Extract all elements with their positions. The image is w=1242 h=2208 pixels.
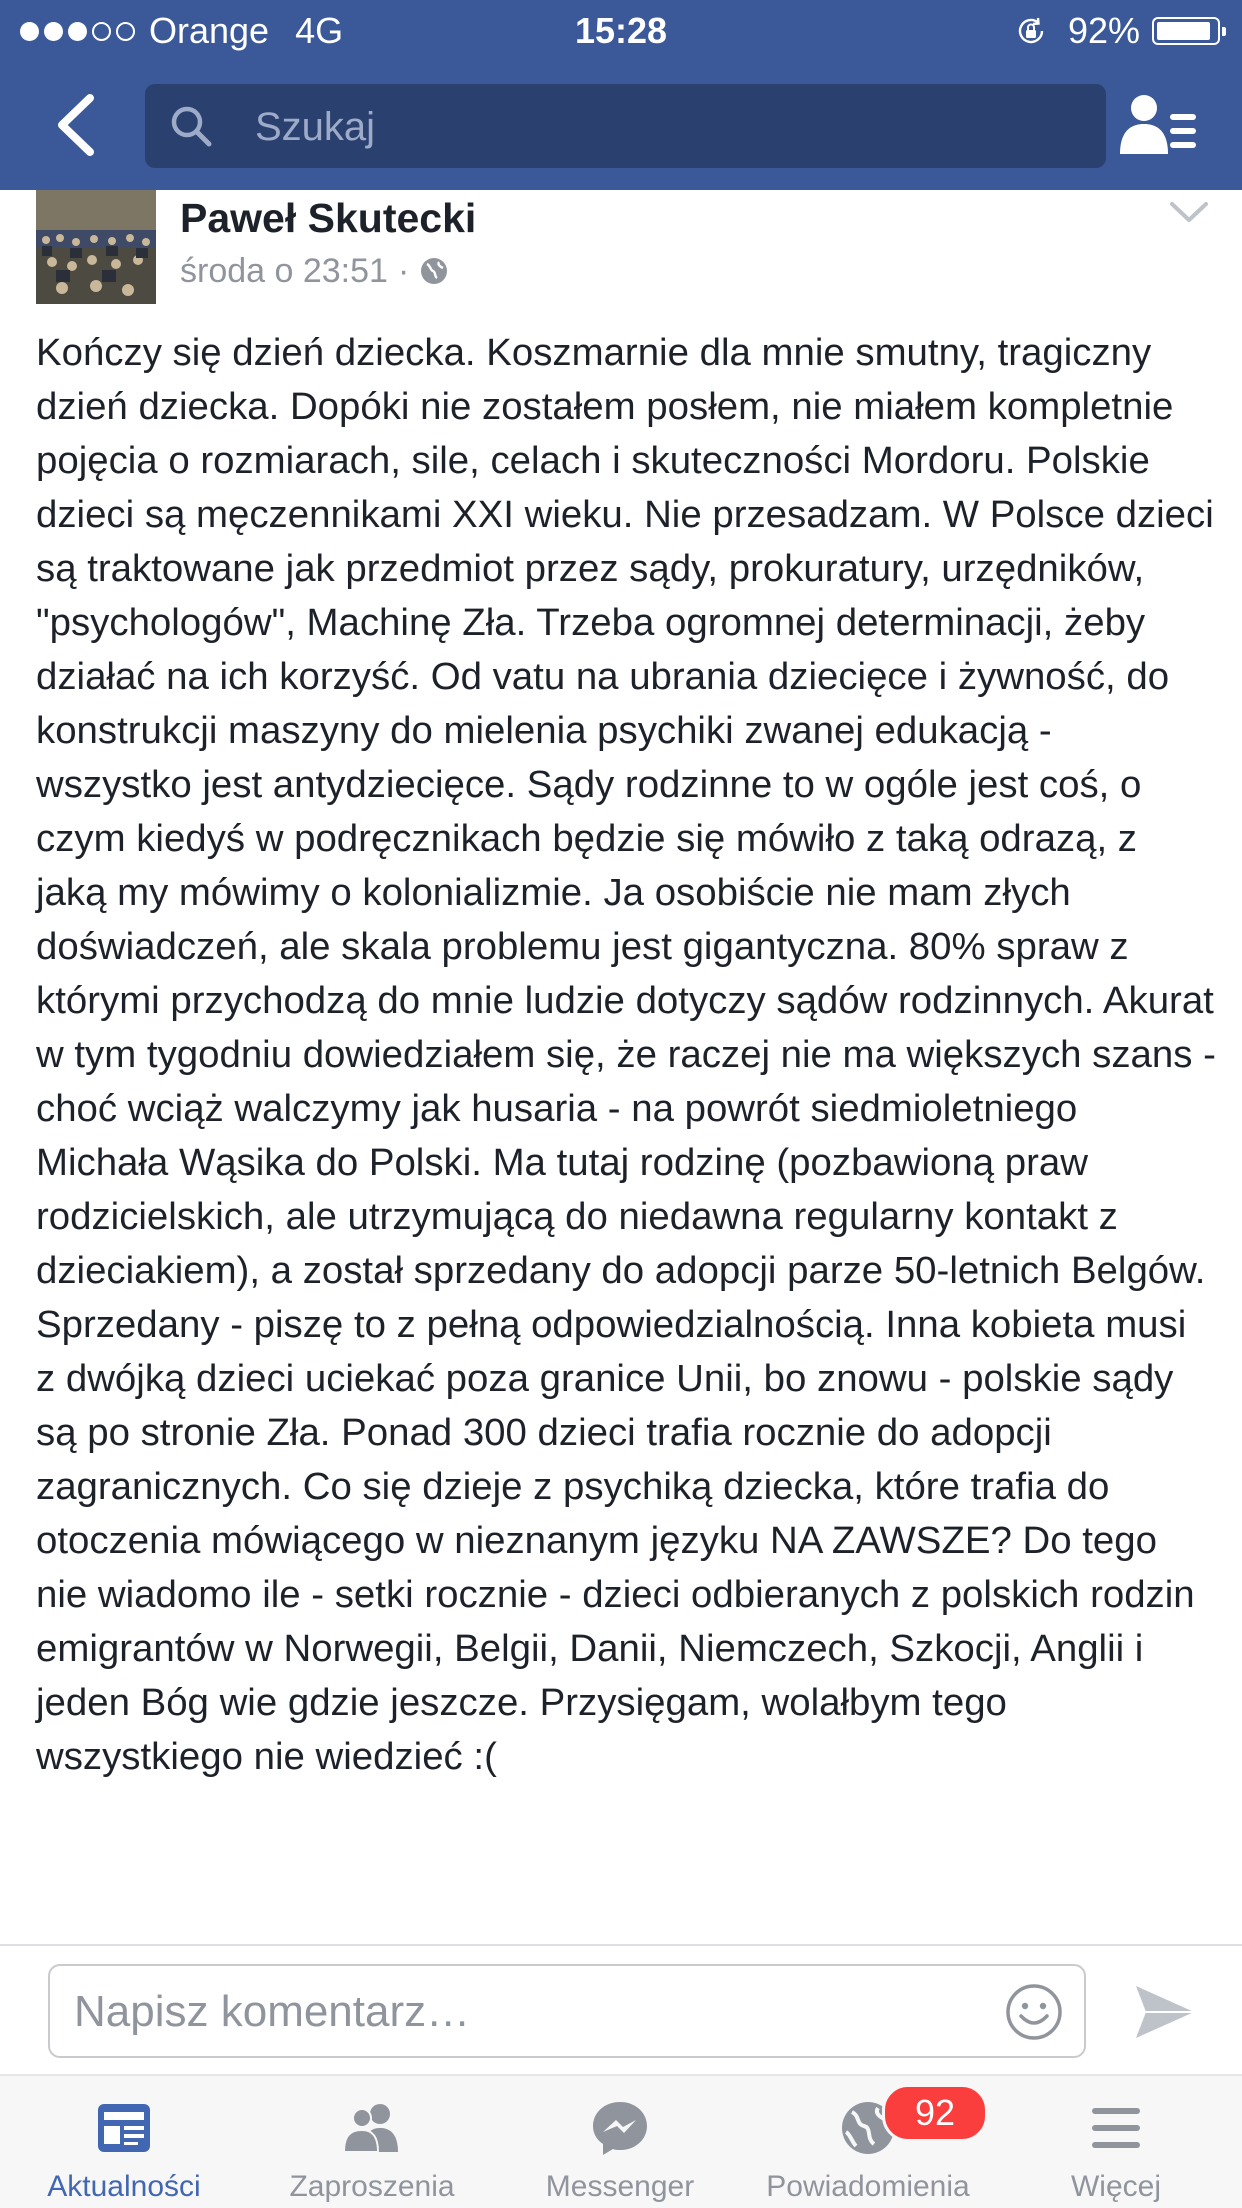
tab-label: Aktualności bbox=[47, 2170, 201, 2203]
tab-bar bbox=[0, 2074, 1242, 2208]
post-timestamp[interactable]: środa o 23:51 bbox=[180, 252, 388, 290]
tab-more[interactable] bbox=[992, 2076, 1240, 2208]
post-header bbox=[0, 190, 1242, 320]
friend-list-icon[interactable] bbox=[1118, 92, 1198, 160]
battery-icon bbox=[1152, 17, 1220, 45]
avatar[interactable] bbox=[36, 190, 156, 304]
comment-field[interactable] bbox=[48, 1964, 1086, 2058]
tab-news-feed[interactable] bbox=[0, 2076, 248, 2208]
search-bar[interactable] bbox=[145, 84, 1106, 168]
friend-requests-icon bbox=[342, 2098, 402, 2158]
comment-bar bbox=[0, 1944, 1242, 2074]
top-header bbox=[0, 0, 1242, 190]
search-input[interactable] bbox=[253, 84, 1077, 170]
tab-label: Zaproszenia bbox=[289, 2170, 455, 2203]
tab-notifications[interactable] bbox=[744, 2076, 992, 2208]
meta-separator: · bbox=[397, 252, 410, 290]
nav-bar bbox=[0, 62, 1242, 190]
tab-label: Messenger bbox=[545, 2170, 695, 2203]
carrier-name: Orange bbox=[149, 10, 270, 51]
status-right bbox=[1016, 0, 1220, 62]
send-icon[interactable] bbox=[1132, 1982, 1198, 2042]
chevron-left-icon[interactable] bbox=[44, 90, 114, 160]
menu-icon bbox=[1086, 2098, 1146, 2158]
tab-label: Powiadomienia bbox=[766, 2170, 970, 2203]
notification-count-badge: 92 bbox=[882, 2084, 988, 2142]
smiley-icon[interactable] bbox=[1004, 1982, 1064, 2042]
chevron-down-icon[interactable] bbox=[1168, 198, 1210, 228]
tab-label: Więcej bbox=[1070, 2170, 1161, 2203]
battery-fill bbox=[1157, 22, 1210, 40]
battery-percent: 92% bbox=[1067, 10, 1140, 51]
post-body-text: Kończy się dzień dziecka. Koszmarnie dla mnie smutny, tragiczny dzień dziecka. Dopóki nie zostałem posłem, nie miałem kompletnie pojęcia o rozmiarach, sile, celach i skuteczności Mordoru. Polskie dzieci są męczennikami XXI wieku. Nie przesadzam. W Polsce dzieci są traktowane jak przedmiot przez sądy, prokuratury, urzędników, "psychologów", Machinę Zła. Trzeba ogromnej determinacji, żeby działać na ich korzyść. Od vatu na ubrania dziecięce i żywność, do konstrukcji maszyny do mielenia psychiki zwanej edukacją - wszystko jest antydziecięce. Sądy rodzinne to w ogóle jest coś, o czym kiedyś w podręcznikach będzie się mówiło z taką odrazą, z jaką my mówimy o kolonializmie. Ja osobiście nie mam złych doświadczeń, ale skala problemu jest gigantyczna. 80% spraw z którymi przychodzą do mnie ludzie dotyczy sądów rodzinnych. Akurat w tym tygodniu dowiedziałem się, że raczej nie ma większych szans - choć wciąż walczymy jak husaria - na powrót siedmioletniego Michała Wąsika do Polski. Ma tutaj rodzinę (pozbawioną praw rodzicielskich, ale utrzymującą do niedawna regularny kontakt z dzieciakiem), a został sprzedany do adopcji parze 50-letnich Belgów. Sprzedany - piszę to z pełną odpowiedzialnością. Inna kobieta musi z dwójką dzieci uciekać poza granice Unii, bo znowu - polskie sądy są po stronie Zła. Ponad 300 dzieci trafia rocznie do adopcji zagranicznych. Co się dzieje z psychiką dziecka, które trafia do otoczenia mówiącego w nieznanym języku NA ZAWSZE? Do tego nie wiadomo ile - setki rocznie - dzieci odbieranych z polskich rodzin emigrantów w Norwegii, Belgii, Danii, Niemczech, Szkocji, Anglii i jeden Bóg wie gdzie jeszcze. Przysięgam, wolałbym tego wszystkiego nie wiedzieć :( bbox=[36, 331, 1216, 1778]
tab-messenger[interactable] bbox=[496, 2076, 744, 2208]
search-icon bbox=[167, 102, 215, 150]
rotation-lock-icon bbox=[1016, 16, 1046, 46]
messenger-icon bbox=[590, 2098, 650, 2158]
status-bar bbox=[0, 0, 1242, 62]
tab-friend-requests[interactable] bbox=[248, 2076, 496, 2208]
news-feed-icon bbox=[94, 2098, 154, 2158]
network-type: 4G bbox=[295, 10, 344, 51]
avatar-image bbox=[36, 190, 156, 304]
globe-icon bbox=[419, 256, 449, 286]
comment-input[interactable] bbox=[72, 1966, 976, 2058]
post-author[interactable]: Paweł Skutecki bbox=[180, 195, 477, 241]
status-time: 15:28 bbox=[574, 10, 668, 51]
post-meta bbox=[180, 248, 449, 294]
